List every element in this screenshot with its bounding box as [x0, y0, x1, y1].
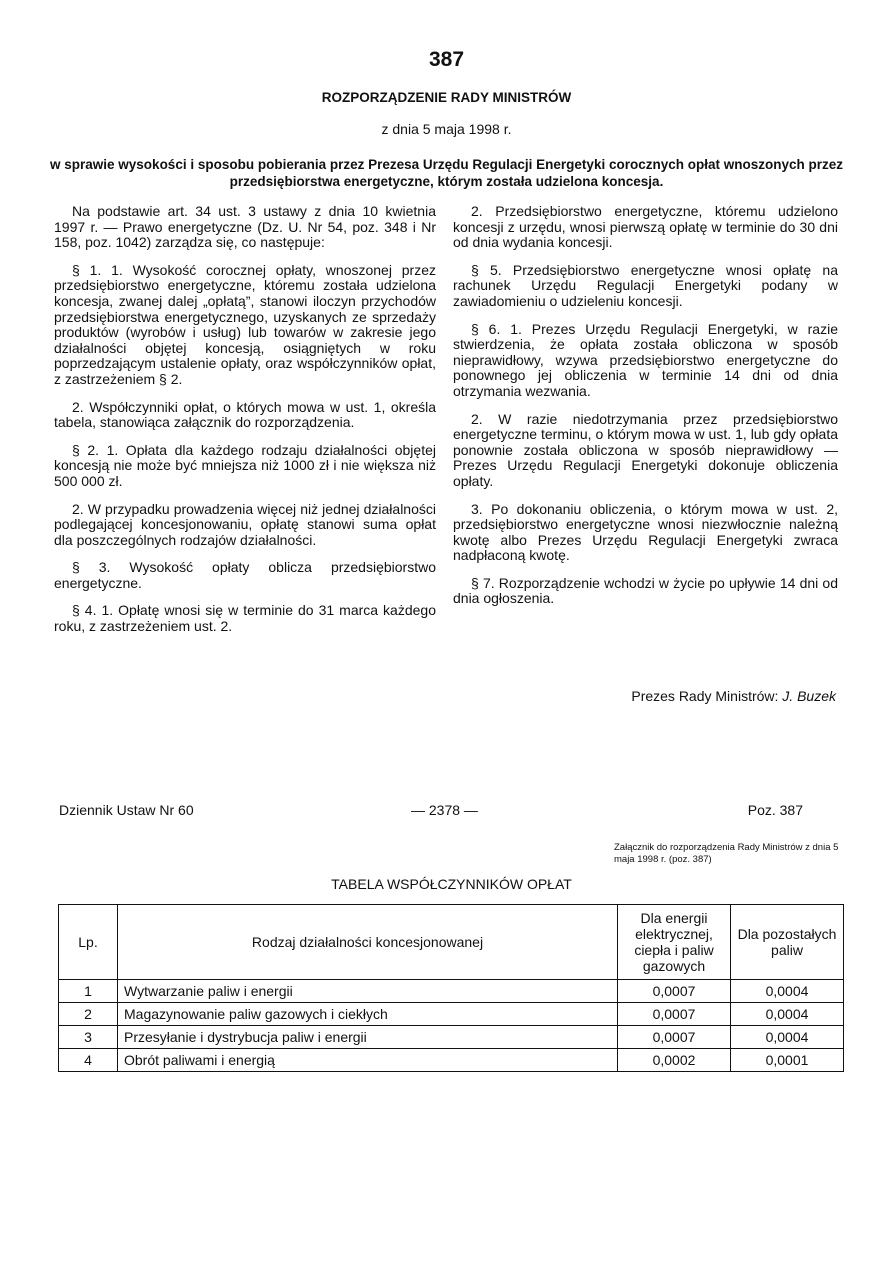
- table-row: [59, 1026, 844, 1049]
- cell-other: 0,0004: [731, 1026, 844, 1049]
- cell-lp: 1: [59, 980, 118, 1003]
- paragraph: § 7. Rozporządzenie wchodzi w życie po upływie 14 dni od dnia ogłoszenia.: [453, 574, 838, 607]
- paragraph: § 3. Wysokość opłaty oblicza przedsiębiorstwo energetyczne.: [54, 559, 436, 591]
- paragraph: Na podstawie art. 34 ust. 3 ustawy z dnia 10 kwietnia 1997 r. — Prawo energetyczne (Dz. U. Nr 54, poz. 348 i Nr 158, poz. 1042) zarządza się, co następuje:: [54, 203, 436, 251]
- act-number: 387: [428, 48, 465, 71]
- coefficients-table: [58, 904, 844, 1072]
- cell-other: 0,0004: [731, 980, 844, 1003]
- annex-note: Załącznik do rozporządzenia Rady Ministrów z dnia 5 maja 1998 r. (poz. 387): [614, 842, 839, 865]
- cell-activity: Obrót paliwami i energią: [118, 1049, 618, 1072]
- column-header: Rodzaj działalności koncesjonowanej: [118, 905, 618, 980]
- signature: [631, 688, 836, 704]
- cell-activity: Wytwarzanie paliw i energii: [118, 980, 618, 1003]
- paragraph: § 5. Przedsiębiorstwo energetyczne wnosi opłatę na rachunek Urzędu Regulacji Energetyki podany w zawiadomieniu o udzieleniu koncesji.: [453, 261, 838, 309]
- cell-lp: 3: [59, 1026, 118, 1049]
- paragraph: 2. Współczynniki opłat, o których mowa w ust. 1, określa tabela, stanowiąca załącznik do rozporządzenia.: [54, 398, 436, 431]
- footer-journal: Dziennik Ustaw Nr 60: [59, 802, 194, 818]
- paragraph: 2. W przypadku prowadzenia więcej niż jednej działalności podlegającej koncesjonowaniu, opłatę stanowi suma opłat dla poszczególnych rodzajów działalności.: [54, 500, 436, 548]
- footer-page: — 2378 —: [411, 802, 478, 818]
- paragraph: § 6. 1. Prezes Urzędu Regulacji Energetyki, w razie stwierdzenia, że opłata została obliczona w sposób nieprawidłowy, wzywa przedsiębiorstwo energetyczne do ponownego jej obliczenia w terminie 14 dni od dnia otrzymania wezwania.: [453, 320, 838, 399]
- table-title: TABELA WSPÓŁCZYNNIKÓW OPŁAT: [331, 876, 572, 892]
- paragraph: § 2. 1. Opłata dla każdego rodzaju działalności objętej koncesją nie może być mniejsza niż 1000 zł i nie większa niż 500 000 zł.: [54, 441, 436, 489]
- table-header-row: [59, 905, 844, 980]
- cell-other: 0,0001: [731, 1049, 844, 1072]
- act-date: z dnia 5 maja 1998 r.: [381, 121, 512, 137]
- cell-activity: Magazynowanie paliw gazowych i ciekłych: [118, 1003, 618, 1026]
- column-header: Dla pozostałych paliw: [731, 905, 844, 980]
- paragraph: § 4. 1. Opłatę wnosi się w terminie do 31 marca każdego roku, z zastrzeżeniem ust. 2.: [54, 602, 436, 635]
- paragraph: 2. W razie niedotrzymania przez przedsiębiorstwo energetyczne terminu, o którym mowa w ust. 1, lub gdy opłata ponownie została obliczona w sposób nieprawidłowy — Prezes Urzędu Regulacji Energetyki dokonuje obliczenia opłaty.: [453, 410, 838, 489]
- right-column: [453, 204, 838, 619]
- act-subject: w sprawie wysokości i sposobu pobierania przez Prezesa Urzędu Regulacji Energetyki corocznych opłat wnoszonych przez przedsiębiorstwa energetyczne, którym została udzielona koncesja.: [50, 157, 843, 189]
- column-header: Lp.: [59, 905, 118, 980]
- footer-position: Poz. 387: [747, 802, 803, 818]
- paragraph: 3. Po dokonaniu obliczenia, o którym mowa w ust. 2, przedsiębiorstwo energetyczne wnosi niezwłocznie należną kwotę albo Prezes Urzędu Regulacji Energetyki zwraca nadpłaconą kwotę.: [453, 500, 838, 564]
- signature-label: Prezes Rady Ministrów:: [631, 688, 779, 704]
- cell-energy: 0,0007: [618, 1026, 731, 1049]
- paragraph: § 1. 1. Wysokość corocznej opłaty, wnoszonej przez przedsiębiorstwo energetyczne, któremu została udzielona koncesja, zwanej dalej „opłatą”, stanowi iloczyn przychodów przedsiębiorstwa energetycznego, uzyskanych ze sprzedaży produktów (wyrobów i usług) lub towarów w zakresie jego działalności objętej koncesją, osiągniętych w roku poprzedzającym ustalenie opłaty, oraz współczynników opłat, z zastrzeżeniem § 2.: [54, 261, 436, 387]
- cell-energy: 0,0002: [618, 1049, 731, 1072]
- table-row: [59, 1003, 844, 1026]
- table-row: [59, 980, 844, 1003]
- cell-energy: 0,0007: [618, 1003, 731, 1026]
- table-row: [59, 1049, 844, 1072]
- cell-other: 0,0004: [731, 1003, 844, 1026]
- cell-lp: 4: [59, 1049, 118, 1072]
- signature-name: J. Buzek: [782, 688, 836, 704]
- column-header: Dla energii elektrycznej, ciepła i paliw gazowych: [618, 905, 731, 980]
- cell-energy: 0,0007: [618, 980, 731, 1003]
- act-title: ROZPORZĄDZENIE RADY MINISTRÓW: [321, 90, 572, 105]
- cell-lp: 2: [59, 1003, 118, 1026]
- left-column: [54, 204, 436, 647]
- cell-activity: Przesyłanie i dystrybucja paliw i energii: [118, 1026, 618, 1049]
- paragraph: 2. Przedsiębiorstwo energetyczne, któremu udzielono koncesji z urzędu, wnosi pierwszą opłatę w terminie do 30 dni od dnia wydania koncesji.: [453, 203, 838, 251]
